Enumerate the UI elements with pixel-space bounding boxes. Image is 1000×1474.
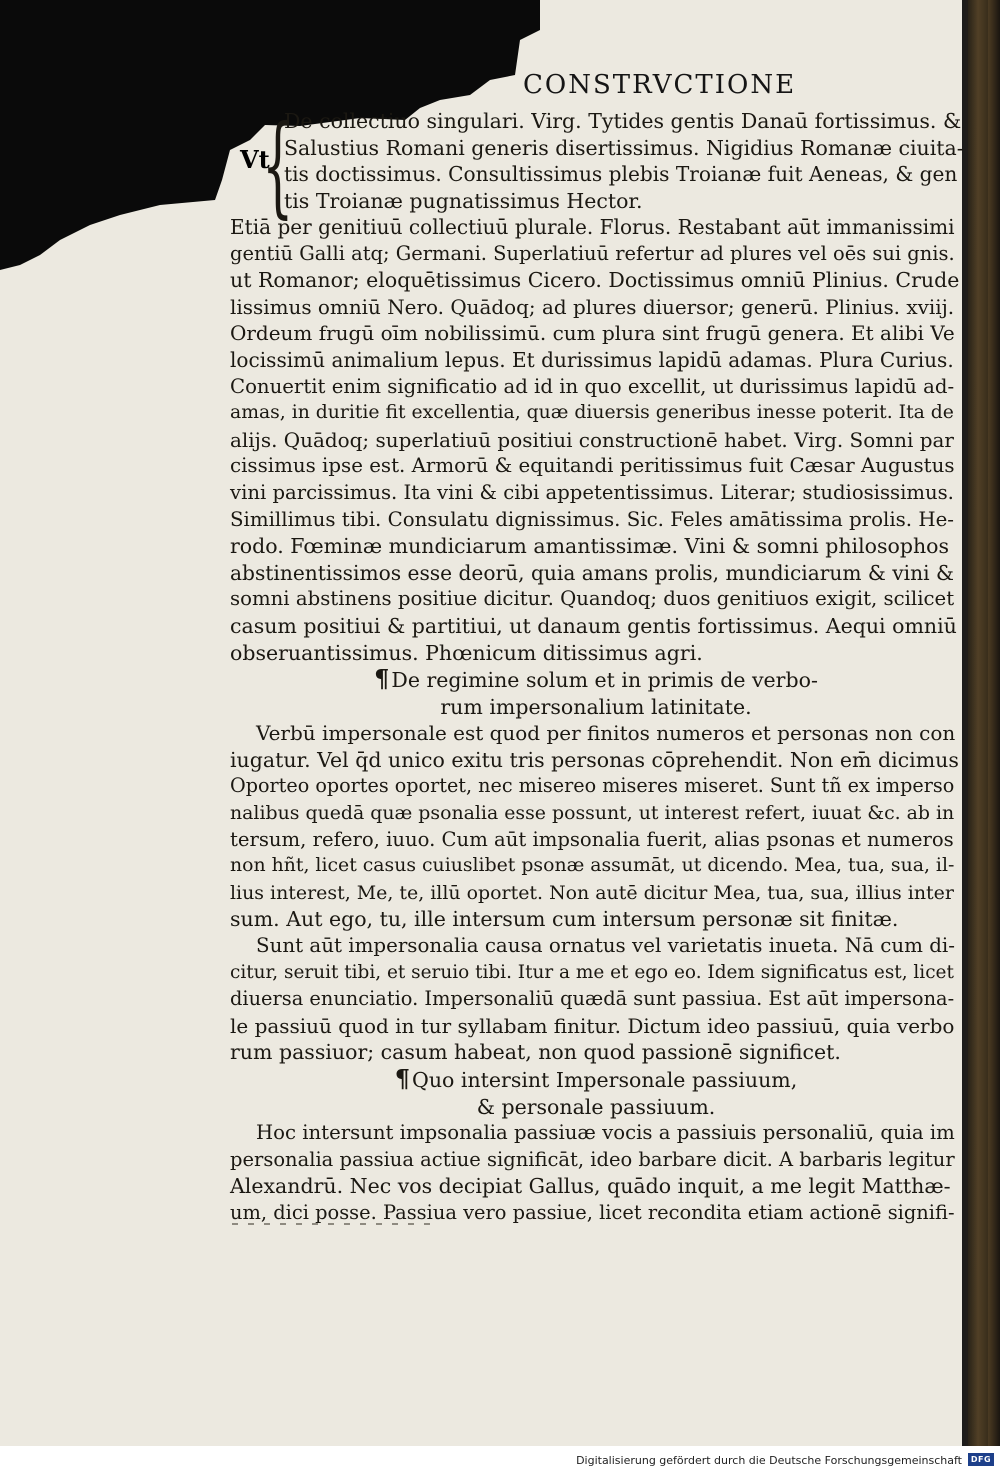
text-line: um, dici posse. Passiua vero passiue, licet recondita etiam actionē signifi- xyxy=(230,1200,955,1224)
text-line: le passiuū quod in tur syllabam finitur. Dictum ideo passiuū, quia verbo xyxy=(230,1013,955,1038)
text-line: Hoc intersunt impsonalia passiuæ vocis a passiuis personaliū, quia im xyxy=(256,1121,955,1145)
dfg-logo: DFG xyxy=(968,1453,994,1466)
text-line: gentiū Galli atq; Germani. Superlatiuū refertur ad plures vel oēs sui gnis. xyxy=(230,241,955,265)
text-line: tis doctissimus. Consultissimus plebis Troianæ fuit Aeneas, & gen xyxy=(284,162,958,187)
paragraph-1 xyxy=(230,214,962,666)
text-line: non hñt, licet casus cuiuslibet psonæ assumāt, ut dicendo. Mea, tua, sua, il- xyxy=(230,855,955,877)
text-line: rodo. Fœminæ mundiciarum amantissimæ. Vini & somni philosophos xyxy=(230,534,950,559)
text-line: Alexandrū. Nec vos decipiat Gallus, quādo inquit, a me legit Matthæ- xyxy=(230,1174,951,1199)
spine-edge xyxy=(968,0,988,1446)
text-line: amas, in duritie fit excellentia, quæ diuersis generibus inesse poterit. Ita de xyxy=(230,402,954,424)
text-line: tersum, refero, iuuo. Cum aūt impsonalia fuerit, alias psonas et numeros xyxy=(230,827,954,851)
text-line: citur, seruit tibi, et seruio tibi. Itur a me et ego eo. Idem significatus est, licet xyxy=(230,961,954,983)
text-line: nalibus quedā quæ psonalia esse possunt, ut interest refert, iuuat &c. ab in xyxy=(230,802,955,825)
text-line: iugatur. Vel q̄d unico exitu tris personas cōprehendit. Non em̄ dicimus xyxy=(230,747,959,772)
footer-text: Digitalisierung gefördert durch die Deutsche Forschungsgemeinschaft xyxy=(576,1454,962,1467)
text-line: cissimus ipse est. Armorū & equitandi peritissimus fuit Cæsar Augustus xyxy=(230,454,955,478)
text-line: Verbū impersonale est quod per finitos numeros et personas non con xyxy=(256,721,956,746)
text-line: casum positiui & partitiui, ut danaum gentis fortissimus. Aequi omniū xyxy=(230,613,957,638)
left-brace: { xyxy=(262,101,294,229)
text-line: locissimū animalium lepus. Et durissimus lapidū adamas. Plura Curius. xyxy=(230,347,954,372)
digitization-footer xyxy=(0,1446,1000,1474)
pilcrow-icon: ¶ xyxy=(394,1064,411,1093)
pilcrow-icon: ¶ xyxy=(374,664,390,694)
text-line: alijs. Quādoq; superlatiuū positiui constructionē habet. Virg. Somni par xyxy=(230,427,954,452)
text-line: diuersa enunciatio. Impersonaliū quædā sunt passiua. Est aūt impersona- xyxy=(230,987,955,1011)
main-text xyxy=(230,214,962,1227)
text-line: Salustius Romani generis disertissimus. Nigidius Romanæ ciuita- xyxy=(284,135,964,160)
text-line: De collectiuo singulari. Virg. Tytides gentis Danaū fortissimus. & xyxy=(284,109,962,133)
text-line: tis Troianæ pugnatissimus Hector. xyxy=(284,188,643,213)
text-line: lius interest, Me, te, illū oportet. Non autē dicitur Mea, tua, sua, illius inter xyxy=(230,881,954,904)
paragraph-3 xyxy=(230,933,962,1066)
text-line: obseruantissimus. Phœnicum ditissimus agri. xyxy=(230,640,703,665)
decorative-dashes xyxy=(232,1222,432,1226)
heading-line: & personale passiuum. xyxy=(476,1094,716,1119)
heading-line: ¶Quo intersint Impersonale passiuum, xyxy=(394,1064,798,1093)
text-line: Conuertit enim significatio ad id in quo excellit, ut durissimus lapidū ad- xyxy=(230,374,955,398)
section-heading-2 xyxy=(230,1066,962,1120)
text-line: ut Romanor; eloquētissimus Cicero. Doctissimus omniū Plinius. Crude xyxy=(230,268,960,293)
heading-line: ¶De regimine solum et in primis de verbo- xyxy=(374,664,818,694)
text-line: Simillimus tibi. Consulatu dignissimus. Sic. Feles amātissima prolis. He- xyxy=(230,507,954,531)
text-line: abstinentissimos esse deorū, quia amans prolis, mundiciarum & vini & xyxy=(230,560,954,585)
text-line: Etiā per genitiuū collectiuū plurale. Florus. Restabant aūt immanissimi xyxy=(230,215,955,239)
text-line: sum. Aut ego, tu, ille intersum cum intersum personæ sit finitæ. xyxy=(230,907,899,932)
text-line: vini parcissimus. Ita vini & cibi appetentissimus. Literar; studiosissimus. xyxy=(230,480,954,504)
paragraph-2 xyxy=(230,720,962,933)
top-lines xyxy=(284,108,964,214)
text-line: Ordeum frugū oīm nobilissimū. cum plura sint frugū genera. Et alibi Ve xyxy=(230,321,955,346)
running-head: CONSTRVCTIONE xyxy=(523,70,797,100)
text-line: Sunt aūt impersonalia causa ornatus vel varietatis inueta. Nā cum di- xyxy=(256,934,955,958)
paragraph-4 xyxy=(230,1120,962,1226)
text-line: somni abstinens positiue dicitur. Quandoq; duos genitiuos exigit, scilicet xyxy=(230,587,955,611)
heading-line: rum impersonalium latinitate. xyxy=(440,694,752,719)
text-line: personalia passiua actiue significāt, ideo barbare dicit. A barbaris legitur xyxy=(230,1147,955,1171)
section-heading-1 xyxy=(230,666,962,720)
text-line: lissimus omniū Nero. Quādoq; ad plures diuersor; generū. Plinius. xviij. xyxy=(230,294,955,319)
text-line: rum passiuor; casum habeat, non quod passionē significet. xyxy=(230,1040,841,1065)
margin-note: Vt xyxy=(240,145,270,174)
text-line: Oporteo oportes oportet, nec misereo miseres miseret. Sunt tñ ex imperso xyxy=(230,774,955,798)
